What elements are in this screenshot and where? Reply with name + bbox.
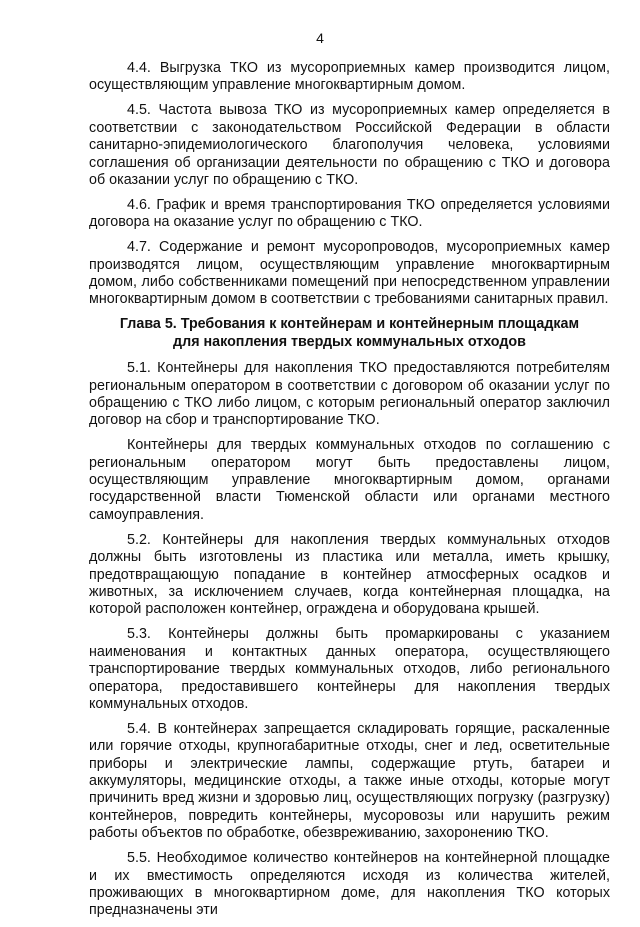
paragraph-5-5: 5.5. Необходимое количество контейнеров на контейнерной площадке и их вместимость определяются исходя из количества жителей, проживающих в многоквартирном доме, для накопления ТКО которых предназначены эти (89, 850, 610, 919)
paragraph-5-2: 5.2. Контейнеры для накопления твердых коммунальных отходов должны быть изготовлены из пластика или металла, иметь крышку, предотвращающую попадание в контейнер атмосферных осадков и животных, за исключением случаев, когда контейнерная площадка, на которой расположен контейнер, ограждена и оборудована крышей. (89, 531, 610, 618)
chapter-heading-line-1: Глава 5. Требования к контейнерам и контейнерным площадкам (119, 316, 580, 333)
paragraph-5-3: 5.3. Контейнеры должны быть промаркированы с указанием наименования и контактных данных оператора, осуществляющего транспортирование твердых коммунальных отходов, либо регионального оператора, предоставившего контейнеры для накопления твердых коммунальных отходов. (89, 626, 610, 712)
page-number: 4 (316, 30, 324, 46)
paragraph-4-6: 4.6. График и время транспортирования ТКО определяется условиями договора на оказание услуг по обращению с ТКО. (89, 196, 610, 231)
chapter-heading-line-2: для накопления твердых коммунальных отходов (173, 333, 526, 350)
chapter-5-heading (89, 316, 610, 351)
paragraph-4-7: 4.7. Содержание и ремонт мусоропроводов, мусороприемных камер производятся лицом, осуществляющим управление многоквартирным домом, либо собственниками помещений при непосредственном управлении многоквартирным домом в соответствии с требованиями санитарных правил. (89, 239, 610, 308)
paragraph-5-4: 5.4. В контейнерах запрещается складировать горящие, раскаленные или горячие отходы, крупногабаритные отходы, снег и лед, осветительные приборы и электрические лампы, содержащие ртуть, батареи и аккумуляторы, медицинские отходы, а также иные отходы, которые могут причинить вред жизни и здоровью лиц, осуществляющих погрузку (разгрузку) контейнеров, повредить контейнеры, мусоровозы или нарушить режим работы объектов по обработке, обезвреживанию, захоронению ТКО. (89, 720, 610, 842)
paragraph-4-4: 4.4. Выгрузка ТКО из мусороприемных камер производится лицом, осуществляющим управление многоквартирным домом. (89, 60, 610, 94)
paragraph-5-1-continued: Контейнеры для твердых коммунальных отходов по соглашению с региональным оператором могут быть предоставлены лицом, осуществляющим управление многоквартирным домом, органами государственной власти Тюменской области или органами местного самоуправления. (89, 437, 610, 523)
paragraph-4-5: 4.5. Частота вывоза ТКО из мусороприемных камер определяется в соответствии с законодательством Российской Федерации в области санитарно-эпидемиологического благополучия человека, условиями соглашения об организации деятельности по обращению с ТКО и договора об оказании услуг по обращению с ТКО. (89, 102, 610, 188)
document-body (89, 60, 610, 927)
paragraph-5-1: 5.1. Контейнеры для накопления ТКО предоставляются потребителям региональным оператором в соответствии с договором об оказании услуг по обращению с ТКО либо лицом, с которым региональный оператор заключил договор на сбор и транспортирование ТКО. (89, 360, 610, 429)
